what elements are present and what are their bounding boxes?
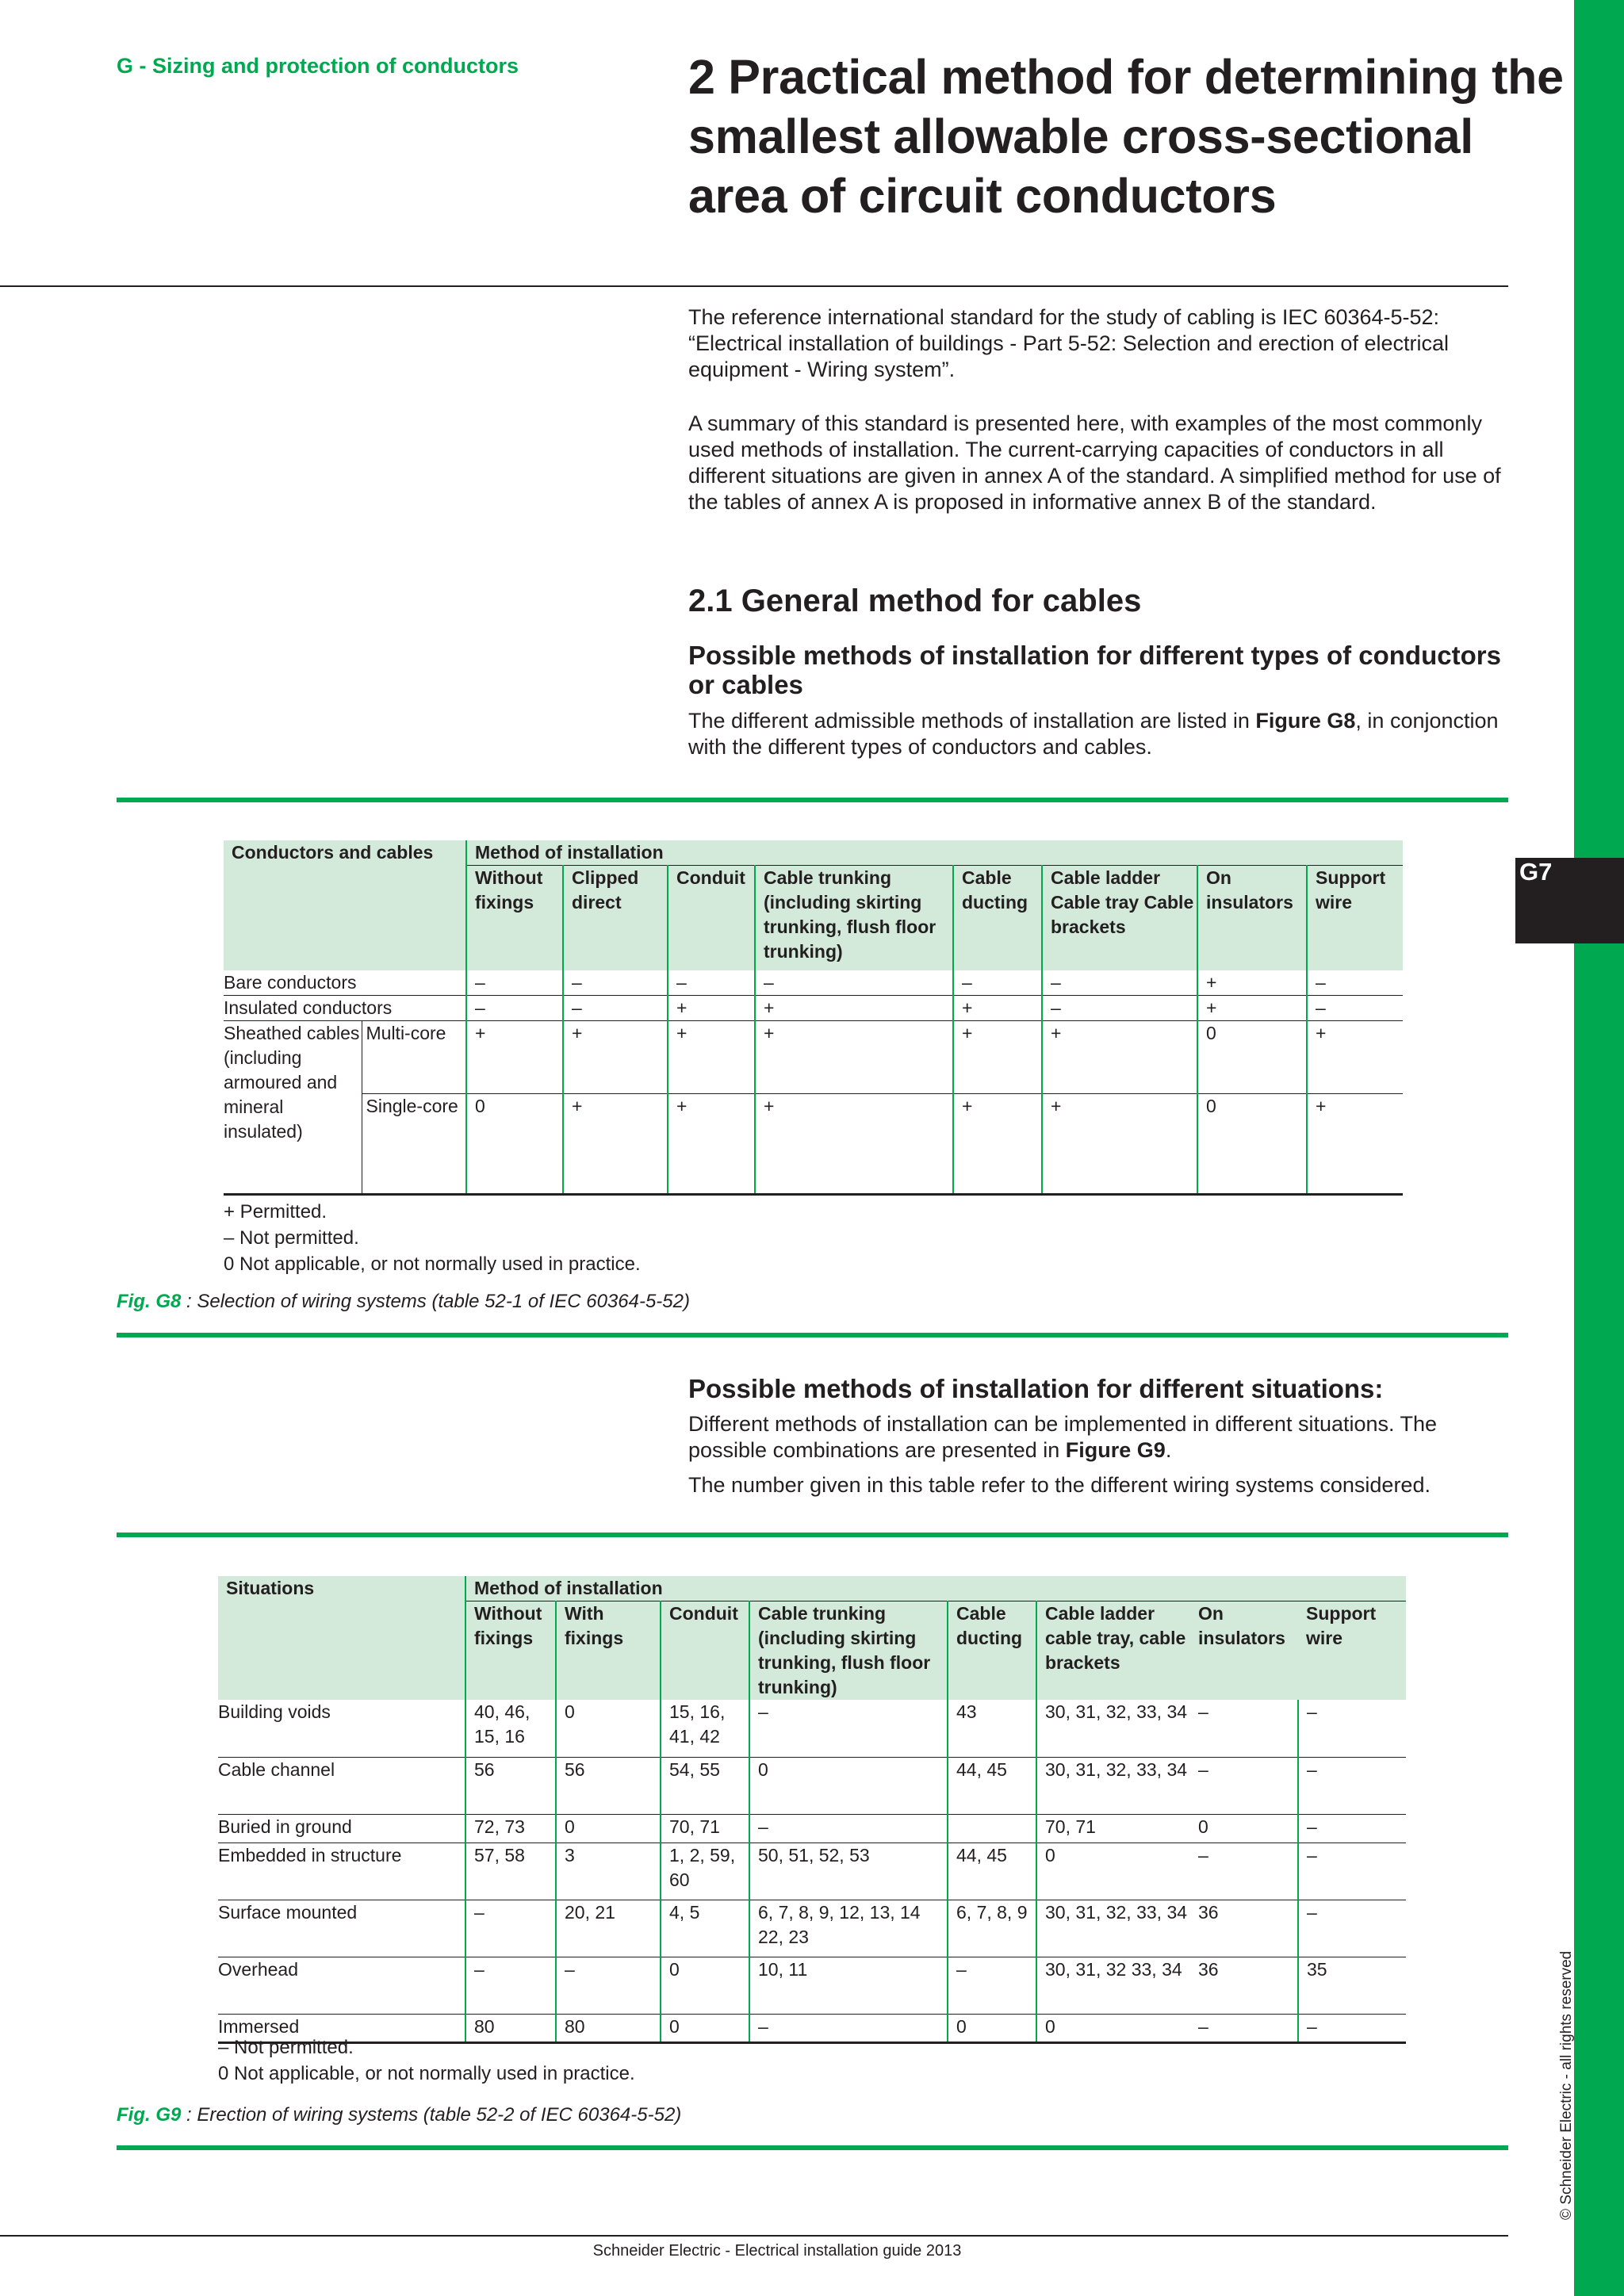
- table-cell: 35: [1298, 1957, 1406, 2014]
- row-label: Buried in ground: [218, 1814, 465, 1843]
- table-cell: –: [1298, 1843, 1406, 1900]
- table-cell: –: [1190, 2014, 1298, 2042]
- table-cell: +: [668, 995, 755, 1020]
- table-cell: 0: [948, 2014, 1036, 2042]
- table-cell: +: [1042, 1020, 1197, 1093]
- table-cell: –: [948, 1957, 1036, 2014]
- sheathed-cables-label: Sheathed cables (including armoured and mineral insulated): [224, 1020, 362, 1194]
- figure-g8-reference: Figure G8: [1255, 709, 1356, 733]
- column-header: Cable trunking (including skirting trunking, flush floor trunking): [749, 1601, 948, 1701]
- row-label: Bare conductors: [224, 970, 466, 996]
- table-g9: [218, 1576, 1406, 2044]
- table-row: [218, 1900, 1406, 1957]
- side-accent-bar: [1574, 0, 1624, 2296]
- table-cell: 0: [1190, 1814, 1298, 1843]
- table-g8: [224, 840, 1403, 1196]
- table-cell: +: [1307, 1093, 1403, 1194]
- table-cell: –: [556, 1957, 661, 2014]
- table-cell: –: [466, 995, 563, 1020]
- table-g9-corner-header: Situations: [218, 1576, 465, 1700]
- table-cell: –: [1190, 1843, 1298, 1900]
- column-header: Cable ladder Cable tray Cable brackets: [1042, 866, 1197, 970]
- table-cell: 0: [661, 2014, 749, 2042]
- table-cell: 1, 2, 59, 60: [661, 1843, 749, 1900]
- table-cell: –: [1042, 995, 1197, 1020]
- table-cell: 70, 71: [661, 1814, 749, 1843]
- page-number-tab: G7: [1515, 858, 1624, 943]
- figure-g8-label: Fig. G8: [117, 1291, 182, 1312]
- table-cell: –: [465, 1900, 556, 1957]
- column-header: On insulators: [1190, 1601, 1298, 1701]
- footer-divider: [0, 2235, 1508, 2237]
- table-cell: 0: [556, 1814, 661, 1843]
- table-cell: 0: [1036, 1843, 1190, 1900]
- table-cell: 0: [661, 1957, 749, 2014]
- table-cell: +: [953, 1020, 1042, 1093]
- subheading-conductor-types: Possible methods of installation for different types of conductors or cables: [688, 641, 1501, 699]
- table-cell: +: [1307, 1020, 1403, 1093]
- table-row: [224, 970, 1403, 996]
- table-cell: +: [668, 1020, 755, 1093]
- table-cell: –: [668, 970, 755, 996]
- section-heading-2-1: 2.1 General method for cables: [688, 584, 1142, 618]
- table-cell: 30, 31, 32 33, 34: [1036, 1957, 1190, 2014]
- column-header: With fixings: [556, 1601, 661, 1701]
- table-cell: 44, 45: [948, 1757, 1036, 1814]
- table-cell: +: [755, 1020, 953, 1093]
- table-g9-legend: [218, 2034, 635, 2087]
- table-cell: 57, 58: [465, 1843, 556, 1900]
- table-cell: –: [563, 970, 668, 996]
- table-cell: +: [953, 995, 1042, 1020]
- legend-permitted: + Permitted.: [224, 1201, 327, 1223]
- table-g9-bottom-rule: [117, 2145, 1508, 2150]
- table-cell: –: [749, 1814, 948, 1843]
- table-cell: 30, 31, 32, 33, 34: [1036, 1700, 1190, 1757]
- table-cell: 43: [948, 1700, 1036, 1757]
- table-cell: +: [668, 1093, 755, 1194]
- table-g8-legend: [224, 1199, 641, 1277]
- figure-g8-caption: Fig. G8 : Selection of wiring systems (table 52-1 of IEC 60364-5-52): [117, 1291, 690, 1312]
- table-cell: [948, 1814, 1036, 1843]
- row-label: Cable channel: [218, 1757, 465, 1814]
- column-header: Support wire: [1307, 866, 1403, 970]
- legend-not-applicable: 0 Not applicable, or not normally used in practice.: [218, 2063, 635, 2084]
- table-cell: +: [1197, 970, 1307, 996]
- table-cell: –: [466, 970, 563, 996]
- column-header: Without fixings: [465, 1601, 556, 1701]
- footer-text: Schneider Electric - Electrical installation guide 2013: [592, 2242, 962, 2260]
- situations-heading: Possible methods of installation for different situations:: [688, 1374, 1384, 1403]
- table-cell: –: [1298, 1814, 1406, 1843]
- table-cell: 56: [465, 1757, 556, 1814]
- table-cell: +: [755, 1093, 953, 1194]
- column-header: Conduit: [668, 866, 755, 970]
- table-row: [218, 1957, 1406, 2014]
- table-cell: 0: [749, 1757, 948, 1814]
- table-cell: 0: [1197, 1020, 1307, 1093]
- row-label: Multi-core: [362, 1020, 466, 1093]
- table-row: [218, 1843, 1406, 1900]
- table-row: [218, 1757, 1406, 1814]
- table-cell: –: [953, 970, 1042, 996]
- column-header: Clipped direct: [563, 866, 668, 970]
- column-header: Cable ducting: [948, 1601, 1036, 1701]
- table-cell: +: [466, 1020, 563, 1093]
- column-header: Cable ducting: [953, 866, 1042, 970]
- table-cell: 40, 46, 15, 16: [465, 1700, 556, 1757]
- table-cell: –: [563, 995, 668, 1020]
- table-row: [218, 1814, 1406, 1843]
- table-cell: +: [755, 995, 953, 1020]
- figure-g9-label: Fig. G9: [117, 2104, 182, 2126]
- table-cell: –: [1298, 1900, 1406, 1957]
- table-cell: –: [749, 1700, 948, 1757]
- table-cell: 0: [1036, 2014, 1190, 2042]
- page-title: 2 Practical method for determining the smallest allowable cross-sectional area of circuit conductors: [688, 50, 1564, 223]
- situations-paragraph-2: The number given in this table refer to the different wiring systems considered.: [688, 1473, 1431, 1497]
- legend-not-permitted: – Not permitted.: [224, 1227, 359, 1249]
- column-header: Without fixings: [466, 866, 563, 970]
- intro-paragraph-2: A summary of this standard is presented here, with examples of the most commonly used methods of installation. The current-carrying capacities of conductors in all different situations are given in annex A of the standard. A simplified method for use of the tables of annex A is proposed in informative annex B of the standard.: [688, 411, 1501, 514]
- intro-paragraph-1: The reference international standard for the study of cabling is IEC 60364-5-52: “Electrical installation of buildings - Part 5-52: Selection and erection of electrical equipment - Wiring system”.: [688, 305, 1449, 381]
- table-cell: 20, 21: [556, 1900, 661, 1957]
- table-row: [224, 1020, 1403, 1093]
- table-cell: –: [1190, 1700, 1298, 1757]
- table-cell: 3: [556, 1843, 661, 1900]
- legend-not-permitted: – Not permitted.: [218, 2037, 354, 2058]
- column-header: Conduit: [661, 1601, 749, 1701]
- table-cell: 56: [556, 1757, 661, 1814]
- table-cell: 36: [1190, 1957, 1298, 2014]
- title-divider: [0, 285, 1508, 287]
- table-cell: –: [1042, 970, 1197, 996]
- table-cell: –: [1298, 2014, 1406, 2042]
- table-cell: +: [563, 1020, 668, 1093]
- table-cell: +: [563, 1093, 668, 1194]
- table-g8-top-rule: [117, 798, 1508, 802]
- table-cell: 30, 31, 32, 33, 34: [1036, 1900, 1190, 1957]
- table-cell: 36: [1190, 1900, 1298, 1957]
- row-label: Single-core: [362, 1093, 466, 1194]
- table-cell: –: [1298, 1700, 1406, 1757]
- column-header: Cable ladder cable tray, cable brackets: [1036, 1601, 1190, 1701]
- table-cell: 10, 11: [749, 1957, 948, 2014]
- table-row: [218, 1700, 1406, 1757]
- table-cell: 0: [466, 1093, 563, 1194]
- table-cell: 0: [556, 1700, 661, 1757]
- table-g9-group-header: Method of installation: [465, 1576, 1406, 1601]
- column-header: Support wire: [1298, 1601, 1406, 1701]
- table-cell: –: [1307, 995, 1403, 1020]
- row-label: Building voids: [218, 1700, 465, 1757]
- row-label: Insulated conductors: [224, 995, 466, 1020]
- table-cell: –: [1307, 970, 1403, 996]
- legend-not-applicable: 0 Not applicable, or not normally used in practice.: [224, 1253, 641, 1275]
- table-cell: –: [755, 970, 953, 996]
- figure-g9-caption: Fig. G9 : Erection of wiring systems (table 52-2 of IEC 60364-5-52): [117, 2104, 682, 2126]
- table-cell: +: [1197, 995, 1307, 1020]
- copyright-notice: © Schneider Electric - all rights reserved: [1558, 1950, 1575, 2220]
- table-cell: 80: [556, 2014, 661, 2042]
- table-cell: 30, 31, 32, 33, 34: [1036, 1757, 1190, 1814]
- row-label: Surface mounted: [218, 1900, 465, 1957]
- table-g8-group-header: Method of installation: [466, 840, 1403, 866]
- table-cell: –: [465, 1957, 556, 2014]
- row-label: Embedded in structure: [218, 1843, 465, 1900]
- situations-paragraph-1: Different methods of installation can be implemented in different situations. The possible combinations are presented in Figure G9.: [688, 1412, 1438, 1462]
- table-cell: –: [749, 2014, 948, 2042]
- figure-g8-intro: The different admissible methods of installation are listed in Figure G8, in conjonction with the different types of conductors and cables.: [688, 709, 1499, 759]
- column-header: Cable trunking (including skirting trunking, flush floor trunking): [755, 866, 953, 970]
- table-cell: 70, 71: [1036, 1814, 1190, 1843]
- row-label: Overhead: [218, 1957, 465, 2014]
- table-cell: +: [1042, 1093, 1197, 1194]
- table-cell: 44, 45: [948, 1843, 1036, 1900]
- table-cell: 4, 5: [661, 1900, 749, 1957]
- section-label: G - Sizing and protection of conductors: [117, 54, 519, 78]
- table-cell: +: [953, 1093, 1042, 1194]
- table-cell: 0: [1197, 1093, 1307, 1194]
- table-cell: –: [1298, 1757, 1406, 1814]
- figure-g9-reference: Figure G9: [1065, 1438, 1166, 1462]
- table-cell: 50, 51, 52, 53: [749, 1843, 948, 1900]
- column-header: On insulators: [1197, 866, 1307, 970]
- table-cell: 54, 55: [661, 1757, 749, 1814]
- table-cell: 15, 16, 41, 42: [661, 1700, 749, 1757]
- table-g8-corner-header: Conductors and cables: [224, 840, 466, 970]
- table-row: [224, 1093, 1403, 1194]
- table-cell: –: [1190, 1757, 1298, 1814]
- table-cell: 80: [465, 2014, 556, 2042]
- table-row: [224, 995, 1403, 1020]
- table-cell: 6, 7, 8, 9, 12, 13, 14 22, 23: [749, 1900, 948, 1957]
- row-label: Immersed: [218, 2014, 465, 2042]
- table-g8-bottom-rule: [117, 1333, 1508, 1337]
- table-cell: 72, 73: [465, 1814, 556, 1843]
- table-cell: 6, 7, 8, 9: [948, 1900, 1036, 1957]
- table-g9-top-rule: [117, 1533, 1508, 1537]
